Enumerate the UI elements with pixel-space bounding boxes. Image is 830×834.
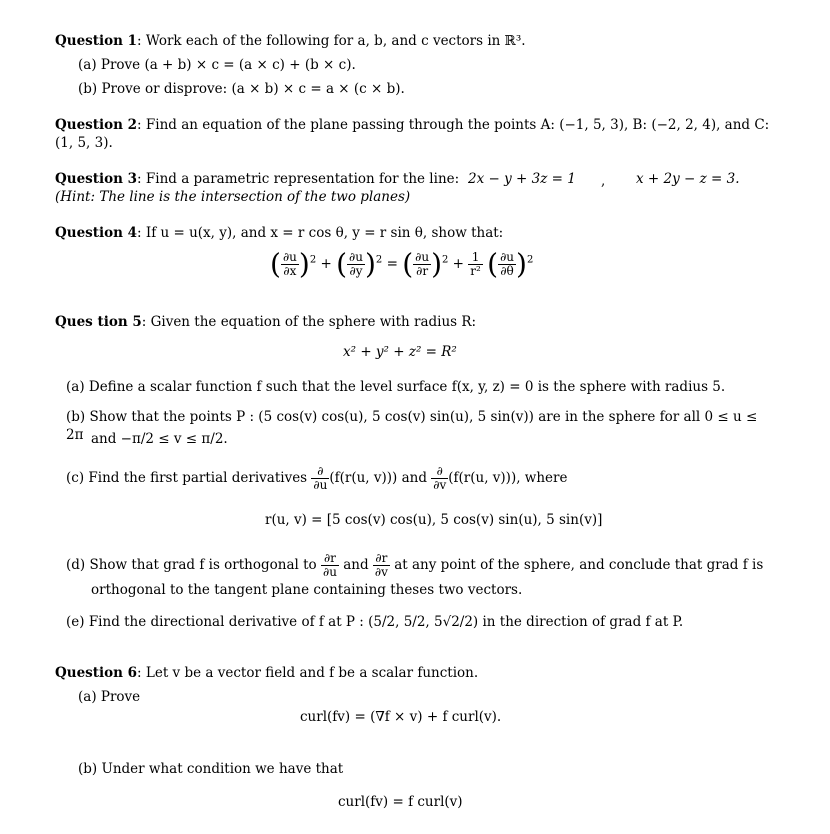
question-3-label: Question 3 bbox=[55, 171, 138, 187]
question-5b-line1: (b) Show that the points P : (5 cos(v) cos(u), 5 cos(v) sin(u), 5 sin(v)) are in the sphere for all 0 ≤ u ≤ 2π bbox=[66, 409, 758, 443]
question-5c: (c) Find the first partial derivatives $\frac{\partial}{\partial u}$ (f(r(u, v))) and $\frac{\partial}{\partial v}$ (f(r(u, v))), where bbox=[66, 464, 568, 492]
question-5c-equation: r(u, v) = [5 cos(v) cos(u), 5 cos(v) sin(u), 5 sin(v)] bbox=[265, 512, 603, 528]
question-2-text: : Find an equation of the plane passing through the points A: (−1, 5, 3), B: (−2, 2, 4), and C: bbox=[137, 117, 770, 133]
question-4-text: : If u = u(x, y), and x = r cos θ, y = r sin θ, show that: bbox=[137, 225, 504, 241]
question-2 bbox=[55, 116, 770, 134]
question-6b: (b) Under what condition we have that bbox=[78, 761, 344, 777]
question-1 bbox=[55, 32, 770, 50]
question-5c-text3: (f(r(u, v))), where bbox=[448, 470, 568, 486]
question-6a: (a) Prove bbox=[78, 689, 141, 705]
question-5-text: : Given the equation of the sphere with radius R: bbox=[141, 314, 477, 330]
question-3-sep: , bbox=[601, 173, 606, 189]
question-6-text: : Let v be a vector field and f be a scalar function. bbox=[137, 665, 479, 681]
question-5d-line2: orthogonal to the tangent plane containing theses two vectors. bbox=[91, 582, 523, 598]
question-5d-text1: (d) Show that grad f is orthogonal to bbox=[66, 557, 317, 573]
question-5d-text3: at any point of the sphere, and conclude that grad f is bbox=[394, 557, 764, 573]
question-2-label: Question 2 bbox=[55, 117, 138, 133]
question-4-equation: ( $\frac{\partial u}{\partial x}$ )$^2$ + ( $\frac{\partial u}{\partial y}$ )$^2$ = ( $\frac{\partial u}{\partial r}$ )$^2$ + $\frac{1}{\text{r²}}$ ( $\frac{\partial u}{\partial\theta}$ )$^2$ bbox=[270, 247, 534, 281]
question-5b-line2: and −π/2 ≤ v ≤ π/2. bbox=[91, 431, 228, 447]
question-5 bbox=[55, 313, 770, 331]
question-3-eq1: 2x − y + 3z = 1 bbox=[468, 171, 576, 187]
question-5e: (e) Find the directional derivative of f at P : (5/2, 5/2, 5√2/2) in the direction of grad f at P. bbox=[66, 614, 684, 630]
question-3-hint: (Hint: The line is the intersection of the two planes) bbox=[55, 189, 411, 205]
question-6b-equation: curl(fv) = f curl(v) bbox=[338, 794, 463, 810]
question-5c-text2: (f(r(u, v))) and bbox=[329, 470, 427, 486]
question-1b: (b) Prove or disprove: (a × b) × c = a × (c × b). bbox=[78, 81, 405, 97]
question-6 bbox=[55, 664, 770, 682]
question-6-label: Question 6 bbox=[55, 665, 138, 681]
question-5d: (d) Show that grad f is orthogonal to $\frac{\partial r}{\partial u}$ and $\frac{\partial r}{\partial v}$ at any point of the sphere, and conclude that grad f is bbox=[66, 551, 764, 579]
question-5a: (a) Define a scalar function f such that the level surface f(x, y, z) = 0 is the sphere with radius 5. bbox=[66, 379, 726, 395]
question-4-label: Question 4 bbox=[55, 225, 138, 241]
question-1-label: Question 1 bbox=[55, 33, 138, 49]
question-5d-text2: and bbox=[343, 557, 369, 573]
question-3-text: : Find a parametric representation for the line: bbox=[137, 171, 460, 187]
question-2-cont: (1, 5, 3). bbox=[55, 135, 113, 151]
question-1a: (a) Prove (a + b) × c = (a × c) + (b × c). bbox=[78, 57, 356, 73]
question-5-label: Ques tion 5 bbox=[55, 314, 142, 330]
question-1-text: : Work each of the following for a, b, and c vectors in ℝ³. bbox=[137, 33, 526, 49]
question-3-eq2: x + 2y − z = 3. bbox=[636, 171, 740, 187]
question-4 bbox=[55, 224, 770, 242]
question-6a-equation: curl(fv) = (∇f × v) + f curl(v). bbox=[300, 709, 502, 725]
question-5c-text1: (c) Find the first partial derivatives bbox=[66, 470, 308, 486]
question-5-sphere-eq: x² + y² + z² = R² bbox=[343, 344, 457, 360]
